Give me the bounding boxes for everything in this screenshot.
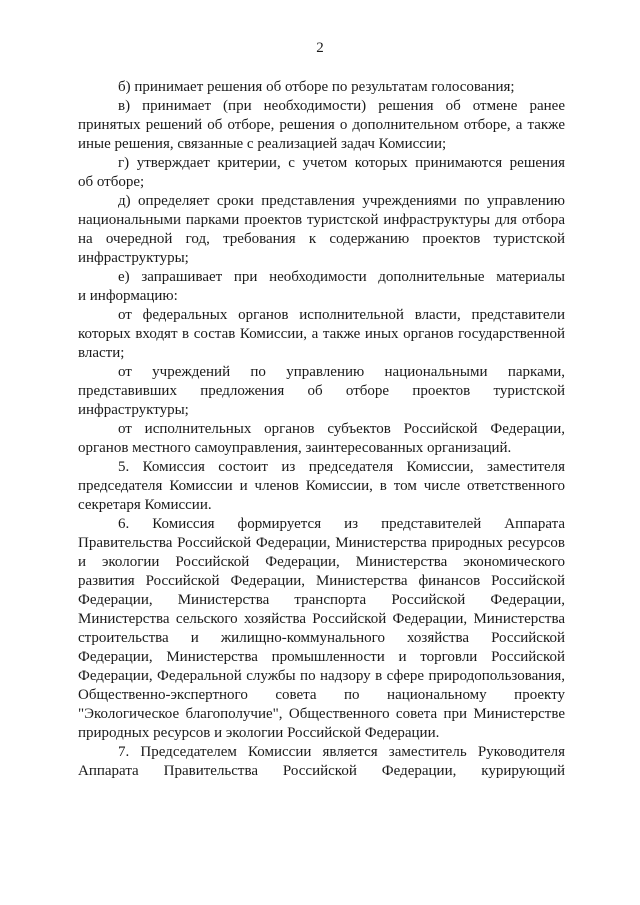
page-number: 2 [316, 40, 324, 56]
text-line: 5. Комиссия состоит из председателя Комиссии, заместителя [118, 459, 565, 475]
text-line: от учреждений по управлению национальными парками, [118, 364, 565, 380]
text-line: Федерации, Федеральной службы по надзору в сфере природопользования, [78, 668, 565, 684]
text-line: Правительства Российской Федерации, Министерства природных ресурсов [78, 535, 565, 551]
text-line: Министерства сельского хозяйства Российской Федерации, Министерства [78, 611, 565, 627]
text-line: д) определяет сроки представления учреждениями по управлению [118, 193, 565, 209]
text-line: от федеральных органов исполнительной власти, представители [118, 307, 565, 323]
text-line: органов местного самоуправления, заинтересованных организаций. [78, 440, 512, 456]
text-line: на очередной год, требования к содержанию проектов туристской [78, 231, 565, 247]
text-line: Федерации, Министерства промышленности и торговли Российской [78, 649, 565, 665]
text-line: об отборе; [78, 174, 145, 190]
text-line: от исполнительных органов субъектов Российской Федерации, [118, 421, 565, 437]
text-line: 6. Комиссия формируется из представителей Аппарата [118, 516, 565, 532]
text-line: и информацию: [78, 288, 178, 304]
text-line: инфраструктуры; [78, 250, 189, 266]
text-line: и экологии Российской Федерации, Министерства экономического [78, 554, 565, 570]
text-line: г) утверждает критерии, с учетом которых принимаются решения [118, 155, 565, 171]
text-line: Федерации, Министерства транспорта Российской Федерации, [78, 592, 565, 608]
text-line: иные решения, связанные с реализацией задач Комиссии; [78, 136, 447, 152]
text-line: 7. Председателем Комиссии является заместитель Руководителя [118, 744, 565, 760]
text-line: принятых решений об отборе, решения о дополнительном отборе, а также [78, 117, 565, 133]
text-line: которых входят в состав Комиссии, а также иных органов государственной [78, 326, 565, 342]
text-line: "Экологическое благополучие", Общественного совета при Министерстве [78, 706, 565, 722]
text-line: в) принимает (при необходимости) решения об отмене ранее [118, 98, 565, 114]
text-line: развития Российской Федерации, Министерства финансов Российской [78, 573, 565, 589]
text-line: секретаря Комиссии. [78, 497, 212, 513]
text-line: е) запрашивает при необходимости дополнительные материалы [118, 269, 565, 285]
text-line: природных ресурсов и экологии Российской Федерации. [78, 725, 440, 741]
text-line: власти; [78, 345, 125, 361]
text-line: строительства и жилищно-коммунального хозяйства Российской [78, 630, 565, 646]
text-line: Аппарата Правительства Российской Федерации, курирующий [78, 763, 565, 779]
body-text [78, 78, 565, 781]
text-line: б) принимает решения об отборе по результатам голосования; [118, 79, 515, 95]
text-line: председателя Комиссии и членов Комиссии, в том числе ответственного [78, 478, 565, 494]
text-line: представивших предложения об отборе проектов туристской [78, 383, 565, 399]
text-line: инфраструктуры; [78, 402, 189, 418]
text-line: Общественно-экспертного совета по национальному проекту [78, 687, 565, 703]
text-line: национальными парками проектов туристской инфраструктуры для отбора [78, 212, 565, 228]
